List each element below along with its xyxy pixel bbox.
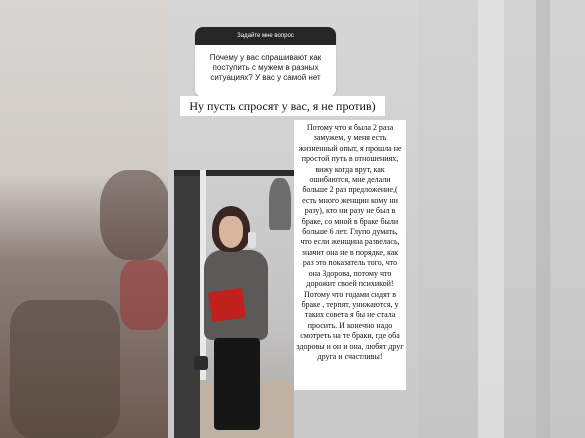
mirror-frame (174, 170, 200, 438)
phone (248, 232, 256, 248)
blurred-backdrop-right (418, 0, 585, 438)
story-frame[interactable] (168, 0, 418, 438)
answer-caption: Ну пусть спросят у вас, я не против) (180, 96, 385, 116)
boots (194, 356, 208, 370)
story-text-block: Потому что я была 2 раза замужем, у меня есть жизненный опыт, я прошла не простой путь в отношениях, вижу когда врут, как ошибаются, мне делали больше 2 раз предложение,( есть много женщин кому ни разу), кто ни разу не был в браке, со мной в браке были больше 6 лет. Глупо думать, что если женщина развелась, значит она не в порядке, как раз это показатель того, что она Здорова, потому что дорожит своей психикой! Потому что годами сидят в браке , терпят, унижаются, у таких совета я бы не стала просить. И конечно надо смотреть на те браки, где оба здоровы и он и она, любят друг друга и счастливы! (294, 120, 406, 390)
woman-skirt (214, 338, 260, 430)
backdrop-shape (100, 170, 170, 260)
mirror-selfie-photo (174, 170, 294, 438)
blurred-backdrop-left (0, 0, 168, 438)
backdrop-shape (120, 260, 168, 330)
red-handbag (208, 288, 246, 322)
backdrop-shape (10, 300, 120, 438)
mirror-frame-top (174, 170, 294, 176)
backdrop-shape (478, 0, 504, 438)
question-sticker[interactable] (195, 27, 336, 97)
backdrop-shape (536, 0, 550, 438)
question-sticker-header: Задайте мне вопрос (195, 27, 336, 45)
person-in-background (269, 178, 291, 230)
question-text: Почему у вас спрашивают как поступить с мужем в разных ситуациях? У вас у самой нет (209, 53, 322, 82)
woman-face (219, 216, 243, 248)
